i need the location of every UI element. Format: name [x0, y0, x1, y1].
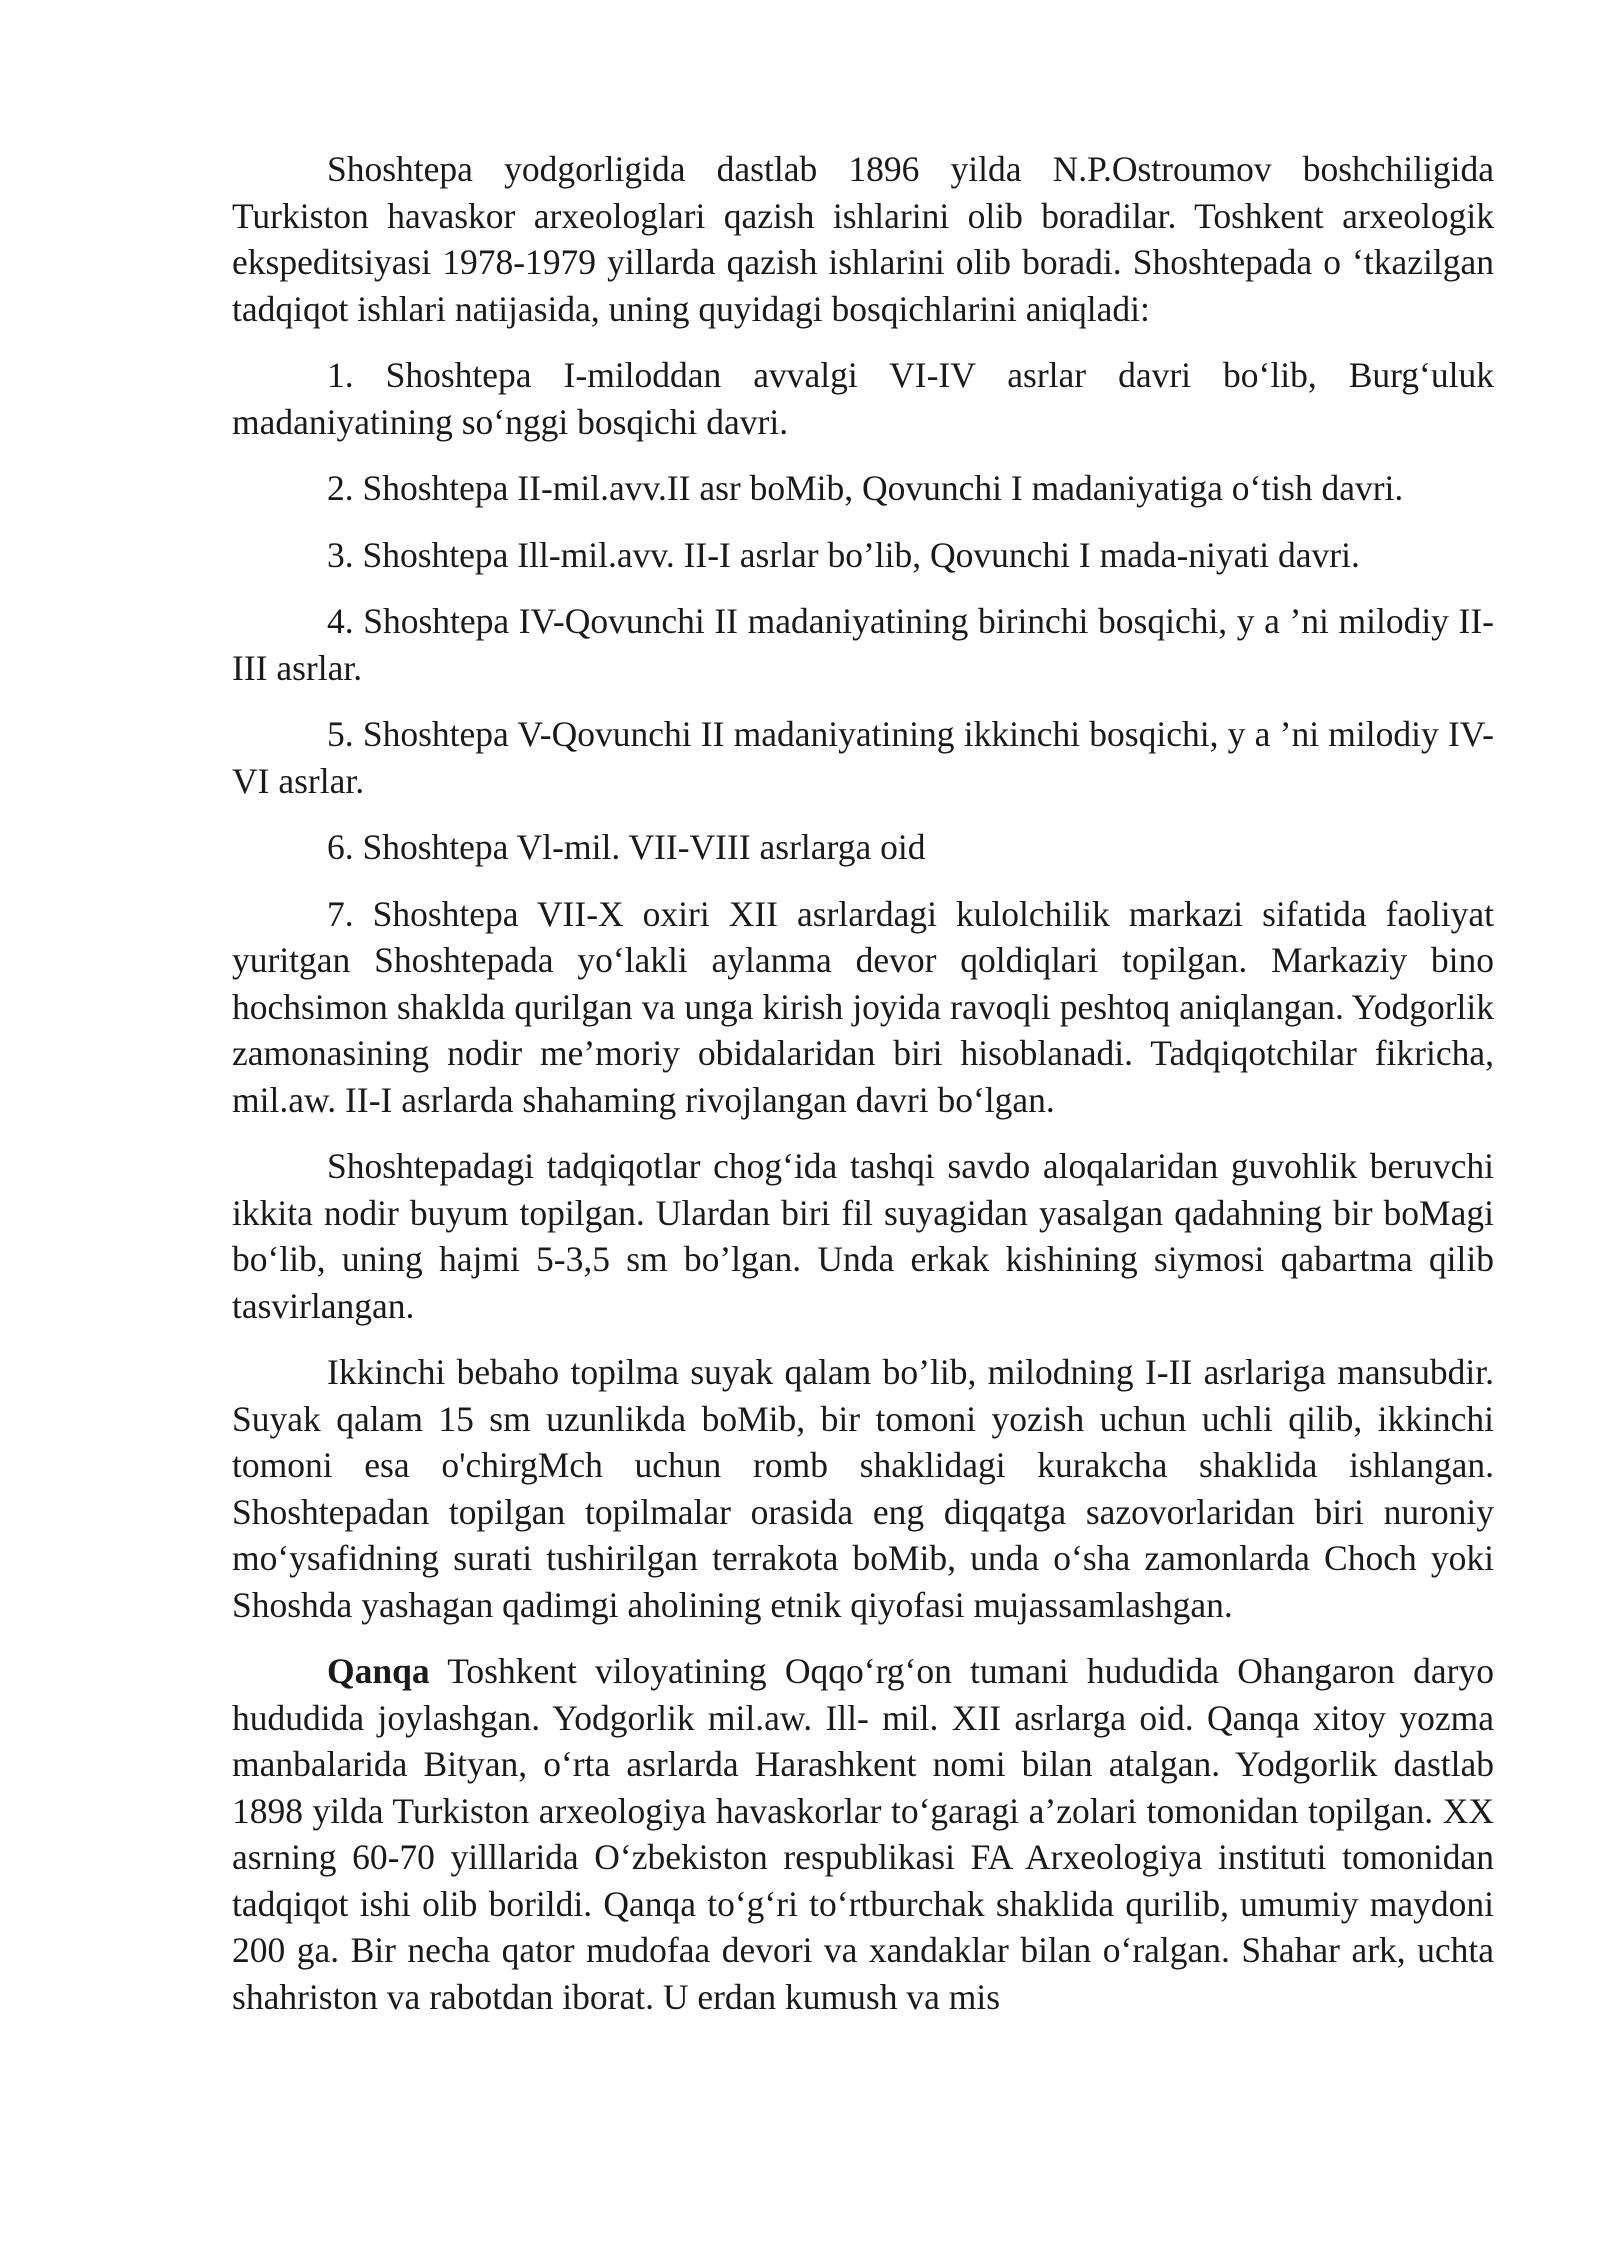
list-item-stage-4: 4. Shoshtepa IV-Qovunchi II madaniyatining birinchi bosqichi, y a ’ni milodiy II-III asrlar. — [232, 601, 1494, 688]
qanqa-heading-word: Qanqa — [327, 1651, 430, 1691]
list-item-stage-6: 6. Shoshtepa Vl-mil. VII-VIII asrlarga oid — [327, 827, 926, 867]
list-item-stage-3: 3. Shoshtepa Ill-mil.avv. II-I asrlar bo’lib, Qovunchi I mada-niyati davri. — [327, 534, 1360, 575]
paragraph-trade-finds: Shoshtepadagi tadqiqotlar chog‘ida tashqi savdo aloqalaridan guvohlik beruvchi ikkita nodir buyum topilgan. Ulardan biri fil suyagidan yasalgan qadahning bir boMagi bo‘lib, uning hajmi 5-3,5 sm bo’lgan. Unda erkak kishining siymosi qabartma qilib tasvirlangan. — [232, 1146, 1494, 1326]
document-page — [232, 146, 1494, 2040]
list-item-stage-2: 2. Shoshtepa II-mil.avv.II asr boMib, Qovunchi I madaniyatiga o‘tish davri. — [327, 468, 1404, 508]
qanqa-body-text: Toshkent viloyatining Oqqo‘rg‘on tumani hududida Ohangaron daryo hududida joylashgan. Yodgorlik mil.aw. Ill- mil. XII asrlarga oid. Qanqa xitoy yozma manbalarida Bityan, o‘rta asrlarda Harashkent nomi bilan atalgan. Yodgorlik dastlab 1898 yilda Turkiston arxeologiya havaskorlar to‘garagi a’zolari tomonidan topilgan. XX asrning 60-70 yilllarida O‘zbekiston respublikasi FA Arxeologiya instituti tomonidan tadqiqot ishi olib borildi. Qanqa to‘g‘ri to‘rtburchak shaklida qurilib, umumiy maydoni 200 ga. Bir necha qator mudofaa devori va xandaklar bilan o‘ralgan. Shahar ark, uchta shahriston va rabotdan iborat. U erdan kumush va mis — [232, 1651, 1494, 2017]
paragraph-shoshtepa-intro: Shoshtepa yodgorligida dastlab 1896 yilda N.P.Ostroumov boshchiligida Turkiston havaskor arxeologlari qazish ishlarini olib boradilar. Toshkent arxeologik ekspeditsiyasi 1978-1979 yillarda qazish ishlarini olib boradi. Shoshtepada o ‘tkazilgan tadqiqot ishlari natijasida, uning quyidagi bosqichlarini aniqladi: — [232, 149, 1494, 329]
list-item-stage-1: 1. Shoshtepa I-miloddan avvalgi VI-IV asrlar davri bo‘lib, Burg‘uluk madaniyatining so‘nggi bosqichi davri. — [232, 355, 1494, 442]
list-item-stage-7: 7. Shoshtepa VII-X oxiri XII asrlardagi kulolchilik markazi sifatida faoliyat yuritgan Shoshtepada yo‘lakli aylanma devor qoldiqlari topilgan. Markaziy bino hochsimon shaklda qurilgan va unga kirish joyida ravoqli peshtoq aniqlangan. Yodgorlik zamonasining nodir me’moriy obidalaridan biri hisoblanadi. Tadqiqotchilar fikricha, mil.aw. II-I asrlarda shahaming rivojlangan davri bo‘lgan. — [232, 893, 1494, 1120]
list-item-stage-5: 5. Shoshtepa V-Qovunchi II madaniyatining ikkinchi bosqichi, y a ’ni milodiy IV-VI asrlar. — [232, 714, 1494, 801]
paragraph-qanqa — [232, 1648, 1494, 2020]
paragraph-bone-pen: Ikkinchi bebaho topilma suyak qalam bo’lib, milodning I-II asrlariga mansubdir. Suyak qalam 15 sm uzunlikda boMib, bir tomoni yozish uchun uchli qilib, ikkinchi tomoni esa o'chirgMch uchun romb shaklidagi kurakcha shaklida ishlangan. Shoshtepadan topilgan topilmalar orasida eng diqqatga sazovorlaridan biri nuroniy mo‘ysafidning surati tushirilgan terrakota boMib, unda o‘sha zamonlarda Choch yoki Shoshda yashagan qadimgi aholining etnik qiyofasi mujassamlashgan. — [232, 1352, 1494, 1625]
